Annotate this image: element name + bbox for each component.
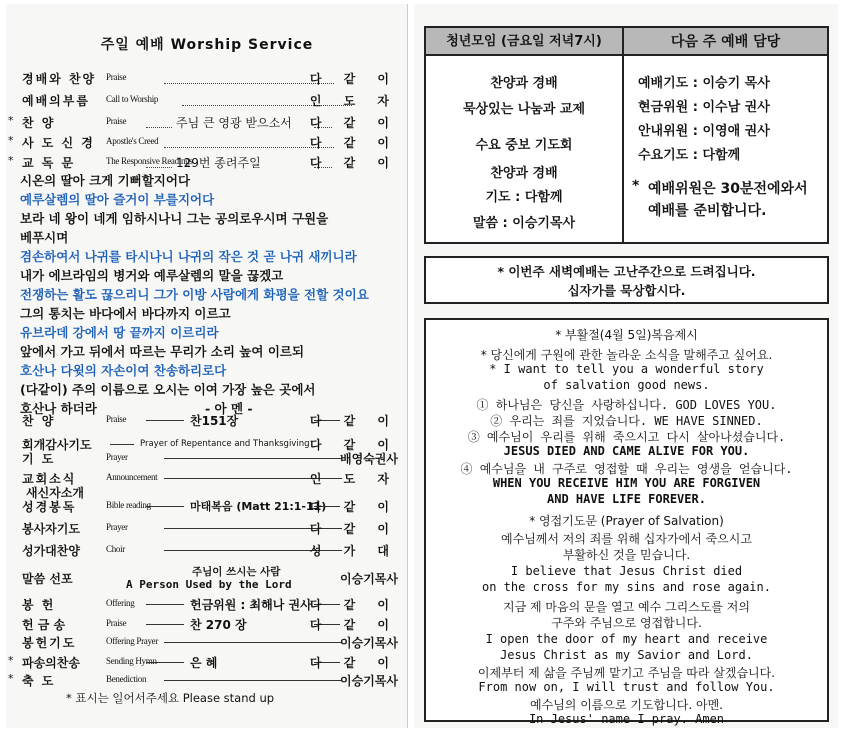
youth-item: 수요 중보 기도회	[475, 138, 573, 153]
next-week-item: 예배기도 : 이승기 목사	[638, 76, 770, 91]
order-item-english: Praise	[106, 116, 127, 126]
order-row	[8, 154, 404, 172]
order-item-detail: 찬 270 장	[190, 618, 247, 632]
reading-line: 유브라데 강에서 땅 끝까지 이르리라	[20, 325, 219, 340]
order-row	[14, 520, 404, 538]
order-row	[8, 672, 404, 690]
next-week-item: 수요기도 : 다함께	[638, 148, 741, 163]
gospel-line: on the cross for my sins and rose again.	[482, 580, 771, 594]
gospel-line: 구주와 주님으로 영접합니다.	[551, 616, 702, 630]
stand-marker: *	[8, 154, 14, 167]
gospel-line: 이제부터 제 삶을 주님께 맡기고 주님을 따라 살겠습니다.	[477, 666, 776, 680]
order-item-name: 교 독 문	[22, 156, 76, 170]
gospel-line: I open the door of my heart and receive	[485, 632, 768, 646]
leader-line	[164, 680, 342, 681]
order-item-english: Sending Hymn	[106, 656, 157, 666]
gospel-line: * 부활절(4월 5일)복음제시	[555, 328, 698, 342]
order-item-english: Apostle's Creed	[106, 136, 159, 146]
order-item-leader: 이승기목사	[340, 674, 398, 688]
order-item-leader: 이승기목사	[340, 572, 398, 586]
youth-item: 찬양과 경배	[490, 76, 558, 91]
gospel-line: 예수님께서 저의 죄를 위해 십자가에서 죽으시고	[501, 532, 752, 546]
reading-line: 예루살렘의 딸아 즐거이 부를지어다	[20, 192, 215, 207]
order-item-name: 헌 금 송	[22, 618, 66, 632]
worship-service-title: 주일 예배 Worship Service	[100, 37, 314, 53]
reading-line: (다같이) 주의 이름으로 오시는 이여 가장 높은 곳에서	[20, 382, 316, 397]
order-row	[14, 566, 404, 591]
notice-line: * 이번주 새벽예배는 고난주간으로 드려집니다.	[497, 264, 756, 279]
youth-item: 묵상있는 나눔과 교제	[462, 102, 586, 117]
gospel-line: AND HAVE LIFE FOREVER.	[547, 492, 706, 506]
stand-marker: *	[8, 114, 14, 127]
youth-item: 기도 : 다함께	[485, 190, 563, 205]
reading-line: 내가 에브라임의 병거와 예루살렘의 말을 끊겠고	[20, 268, 284, 283]
gospel-line: ④ 예수님을 내 구주로 영접할 때 우리는 영생을 얻습니다.	[460, 462, 793, 476]
reading-line: 시온의 딸아 크게 기뻐할지어다	[20, 173, 191, 188]
gospel-line: * 영접기도문 (Prayer of Salvation)	[529, 514, 724, 528]
gospel-line: 부활하신 것을 믿습니다.	[562, 548, 691, 562]
order-item-leader: 다 같 이	[309, 438, 398, 452]
notice-star: *	[632, 178, 640, 194]
order-item-leader: 다 같 이	[309, 618, 398, 632]
order-item-name: 파송의찬송	[22, 656, 80, 670]
leader-dots	[146, 114, 172, 128]
reading-line: 보라 네 왕이 네게 임하시나니 그는 공의로우시며 구원을	[20, 211, 329, 226]
left-page	[6, 4, 408, 728]
order-item-detail: 주님 큰 영광 받으소서	[176, 116, 292, 130]
order-row	[14, 616, 404, 634]
reading-line: 호산나 다윗의 자손이여 찬송하리로다	[20, 363, 227, 378]
gospel-line: From now on, I will trust and follow You.	[478, 680, 775, 694]
order-item-detail: 마태복음 (Matt 21:1-11)	[190, 500, 327, 513]
order-item-english: Offering Prayer	[106, 636, 159, 646]
order-item-name: 말씀 선포	[22, 572, 73, 586]
stand-marker: *	[8, 134, 14, 147]
order-row	[14, 596, 404, 614]
reading-line: 앞에서 가고 뒤에서 따르는 무리가 소리 높여 이르되	[20, 344, 305, 359]
order-item-name: 성가대찬양	[22, 544, 80, 558]
gospel-line: * I want to tell you a wonderful story	[489, 362, 764, 376]
order-item-leader: 다 같 이	[309, 156, 398, 170]
leader-line	[146, 420, 184, 421]
gospel-line: ② 우리는 죄를 지었습니다. WE HAVE SINNED.	[490, 414, 763, 428]
order-item-name: 예배의부름	[22, 94, 90, 108]
order-item-name: 찬 양	[22, 414, 56, 428]
order-item-english: Offering	[106, 598, 135, 608]
gospel-line: ③ 예수님이 우리를 위해 죽으시고 다시 살아나셨습니다.	[467, 430, 786, 444]
order-item-name: 성경봉독	[22, 500, 77, 514]
order-item-leader: 다 같 이	[309, 72, 398, 86]
order-item-english: Praise	[106, 72, 127, 82]
order-item-name: 봉 헌	[22, 598, 56, 612]
order-item-leader: 인 도 자	[309, 472, 398, 486]
amen-label: - 아 멘 -	[205, 401, 253, 416]
gospel-line: WHEN YOU RECEIVE HIM YOU ARE FORGIVEN	[492, 476, 761, 490]
order-row	[8, 114, 404, 132]
order-item-english: Bible reading	[106, 500, 151, 510]
order-item-english: Announcement	[106, 472, 158, 482]
order-row	[14, 450, 404, 468]
order-item-leader: 다 같 이	[309, 136, 398, 150]
responsive-reading-text	[20, 171, 408, 418]
order-item-name: 경배와 찬양	[22, 72, 97, 86]
order-item-detail: 129번 종려주일	[176, 156, 261, 170]
youth-meeting-header: 청년모임 (금요일 저녁7시)	[426, 28, 622, 56]
order-item-detail: Prayer of Repentance and Thanksgiving	[140, 439, 310, 449]
new-member-introduction: 새신자소개	[26, 486, 84, 500]
order-item-english: Prayer	[106, 452, 128, 462]
order-item-leader: 이승기목사	[340, 636, 398, 650]
notice-line: 십자가를 묵상합시다.	[567, 283, 686, 298]
gospel-line: I believe that Jesus Christ died	[510, 564, 743, 578]
next-week-item: 현금위원 : 이수남 권사	[638, 100, 770, 115]
leader-line	[164, 458, 342, 459]
order-row	[14, 634, 404, 652]
leader-dots	[164, 134, 334, 148]
order-item-leader: 다 같 이	[309, 414, 398, 428]
sermon-title: 주님이 쓰시는 사람	[192, 566, 281, 578]
next-week-item: 안내위원 : 이영애 권사	[638, 124, 770, 139]
reading-line: 그의 통치는 바다에서 바다까지 이르고	[20, 306, 231, 321]
reading-line: 전쟁하는 활도 끊으리니 그가 이방 사람에게 화평을 전할 것이요	[20, 287, 369, 302]
leader-line	[146, 506, 184, 507]
order-item-name: 봉사자기도	[22, 522, 80, 536]
order-item-leader: 인 도 자	[309, 94, 398, 108]
gospel-line: of salvation good news.	[543, 378, 710, 392]
order-item-leader: 성 가 대	[309, 544, 398, 558]
order-item-leader: 다 같 이	[309, 116, 398, 130]
order-row	[14, 542, 404, 560]
order-item-english: Praise	[106, 414, 127, 424]
next-week-header: 다음 주 예배 담당	[624, 28, 827, 56]
order-item-english: The Responsive Readings	[106, 156, 193, 166]
reading-line: 호산나 하더라	[20, 401, 97, 416]
order-item-name: 사 도 신 경	[22, 136, 95, 150]
schedule-divider	[622, 28, 624, 242]
gospel-line: 예수님의 이름으로 기도합니다. 아멘.	[530, 698, 723, 712]
order-item-name: 축 도	[22, 674, 56, 688]
sermon-title-english: A Person Used by the Lord	[126, 578, 292, 591]
leader-line	[146, 624, 184, 625]
leader-dots	[146, 154, 172, 168]
order-item-leader: 다 같 이	[309, 522, 398, 536]
order-item-detail: 찬151장	[190, 414, 239, 428]
reading-line: 겸손하여서 나귀를 타시나니 나귀의 작은 것 곧 나귀 새끼니라	[20, 249, 357, 264]
right-page	[414, 4, 838, 728]
order-item-leader: 다 같 이	[309, 500, 398, 514]
order-item-english: Praise	[106, 618, 127, 628]
order-item-english: Call to Worship	[106, 94, 159, 104]
leader-dots	[164, 70, 334, 84]
order-row	[8, 134, 404, 152]
stand-up-footnote: * 표시는 일어서주세요 Please stand up	[66, 691, 275, 705]
order-item-name: 회개감사기도	[22, 438, 92, 452]
schedule-box	[424, 26, 829, 244]
order-item-leader: 배영숙권사	[340, 452, 398, 466]
gospel-line: Jesus Christ as my Savior and Lord.	[500, 648, 753, 662]
leader-line	[164, 642, 342, 643]
youth-item: 찬양과 경배	[490, 166, 558, 181]
stand-marker: *	[8, 672, 14, 685]
order-item-name: 교회소식	[22, 472, 77, 486]
leader-line	[146, 604, 184, 605]
gospel-line: 지금 제 마음의 문을 열고 예수 그리스도를 저의	[503, 600, 750, 614]
reading-line: 베푸시며	[20, 230, 69, 245]
gospel-line: * 당신에게 구원에 관한 놀라운 소식을 말해주고 싶어요.	[480, 348, 773, 362]
order-item-name: 기 도	[22, 452, 56, 466]
gospel-line: In Jesus' name I pray. Amen	[528, 712, 725, 726]
order-item-detail: 헌금위원 : 최해나 권사	[190, 598, 312, 612]
stand-marker: *	[8, 654, 14, 667]
gospel-line: JESUS DIED AND CAME ALIVE FOR YOU.	[503, 444, 750, 458]
gospel-presentation-box	[424, 318, 829, 726]
youth-item: 말씀 : 이승기목사	[472, 216, 576, 231]
gospel-line: ① 하나님은 당신을 사랑하십니다. GOD LOVES YOU.	[476, 398, 777, 412]
order-item-name: 봉헌기도	[22, 636, 77, 650]
notice-line: 예배위원은 30분전에와서	[648, 181, 808, 197]
order-row	[14, 92, 404, 110]
order-row	[14, 70, 404, 88]
order-item-leader: 다 같 이	[309, 598, 398, 612]
order-item-english: Choir	[106, 544, 126, 554]
order-row	[14, 412, 404, 430]
order-item-english: Prayer	[106, 522, 128, 532]
order-row	[8, 654, 404, 672]
notice-line: 예배를 준비합니다.	[648, 203, 767, 219]
order-item-detail: 은 혜	[190, 656, 218, 670]
dawn-service-notice	[424, 256, 829, 304]
order-item-leader: 다 같 이	[309, 656, 398, 670]
order-item-english: Benediction	[106, 674, 147, 684]
order-item-name: 찬 양	[22, 116, 56, 130]
leader-line	[110, 444, 134, 445]
leader-line	[146, 662, 184, 663]
